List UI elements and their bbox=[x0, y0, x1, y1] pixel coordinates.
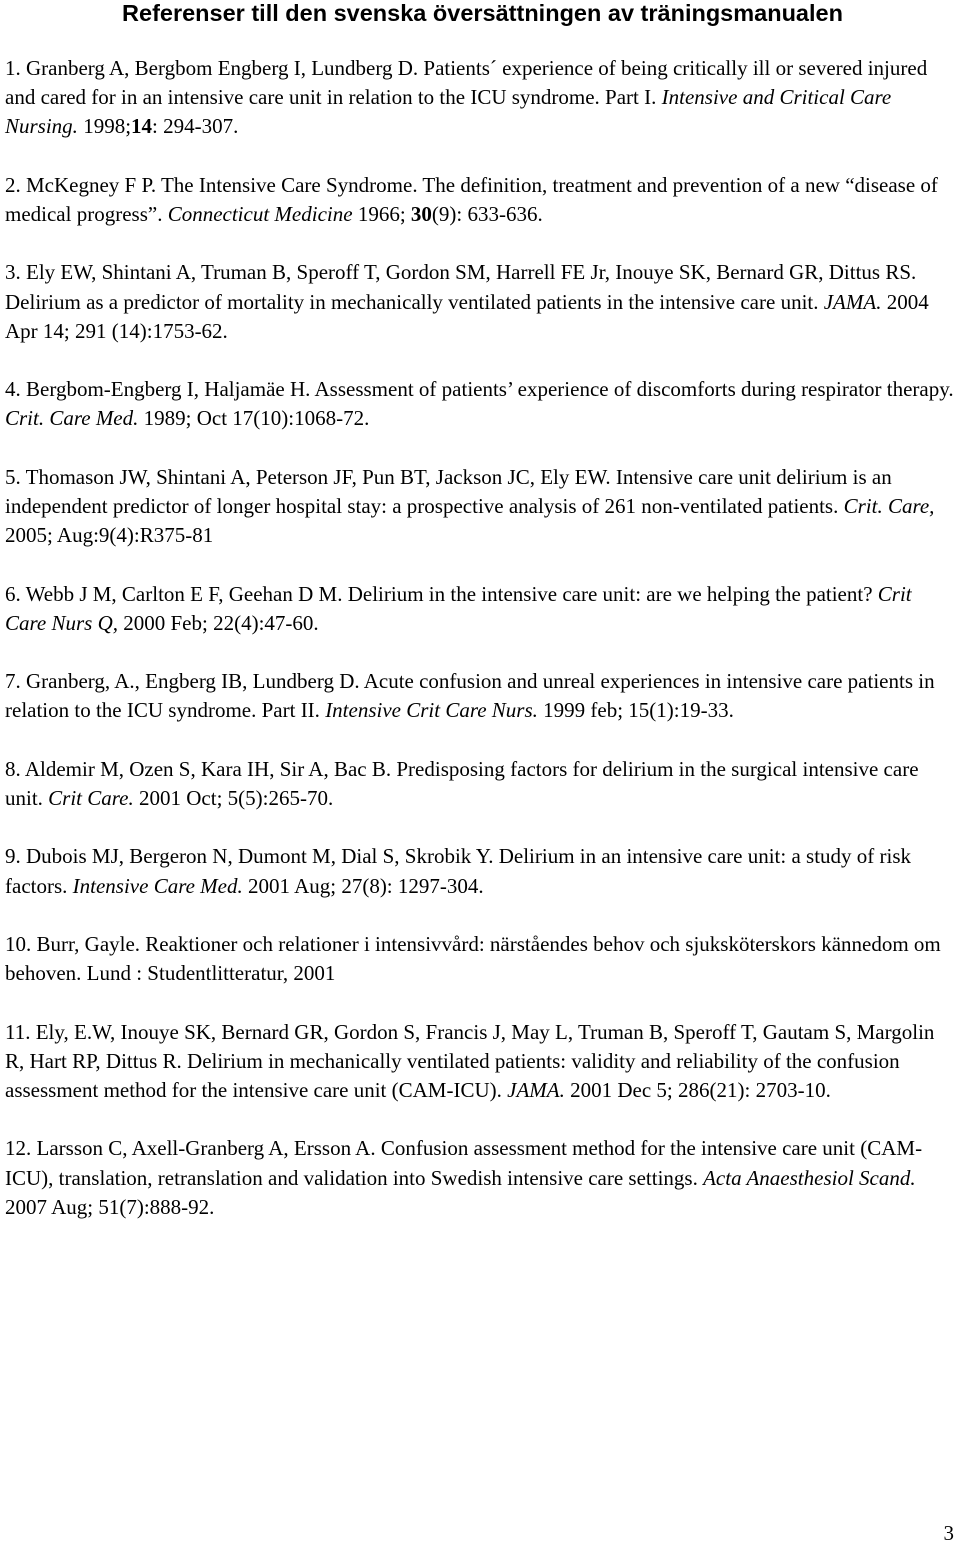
reference-details: 1999 feb; 15(1):19-33. bbox=[543, 698, 734, 723]
reference-number: 8. bbox=[5, 756, 21, 781]
reference-journal: Intensive Care Med. bbox=[72, 873, 243, 898]
reference-number: 10. bbox=[5, 931, 32, 956]
reference-journal: Acta Anaesthesiol Scand. bbox=[703, 1165, 916, 1190]
reference-title: Reaktioner och relationer i intensivvård: närståendes behov och sjuksköterskors kännedom om behoven. Lund : Studentlitteratur, 2001 bbox=[5, 931, 941, 986]
reference-authors: Bergbom-Engberg I, Haljamäe H. bbox=[26, 377, 311, 402]
reference-title: Acute confusion and unreal experiences in intensive care patients in relation to the ICU syndrome. Part II. bbox=[5, 669, 935, 723]
reference-number: 11. bbox=[5, 1019, 31, 1044]
reference-title: Confusion assessment method for the intensive care unit (CAM-ICU), translation, retranslation and validation into Swedish intensive care settings. bbox=[5, 1136, 923, 1190]
reference-authors: Granberg, A., Engberg IB, Lundberg D. bbox=[26, 669, 360, 694]
reference-details: 2004 Apr 14; 291 (14):1753-62. bbox=[5, 289, 929, 343]
reference-authors: Aldemir M, Ozen S, Kara IH, Sir A, Bac B. bbox=[24, 756, 392, 781]
reference-number: 7. bbox=[5, 669, 21, 694]
reference-item bbox=[5, 755, 955, 813]
reference-authors: Burr, Gayle. bbox=[36, 931, 141, 956]
reference-title: Predisposing factors for delirium in the surgical intensive care unit. bbox=[5, 756, 919, 810]
reference-number: 5. bbox=[5, 464, 21, 489]
reference-title: Delirium in an intensive care unit: a study of risk factors. bbox=[5, 844, 912, 898]
reference-year: 1998; bbox=[83, 114, 132, 139]
reference-pages: (9): 633-636. bbox=[431, 202, 543, 226]
reference-title: Patients´ experience of being critically ill or severed injured and cared for in an intensive care unit in relation to the ICU syndrome. Part I. bbox=[5, 56, 928, 110]
reference-year: 1966; bbox=[357, 202, 406, 226]
reference-authors: McKegney F P. bbox=[26, 172, 157, 197]
reference-details: 2007 Aug; 51(7):888-92. bbox=[5, 1194, 215, 1219]
reference-volume: 30 bbox=[410, 202, 432, 226]
reference-journal: Intensive and Critical Care Nursing. bbox=[5, 85, 892, 139]
reference-authors: Ely EW, Shintani A, Truman B, Speroff T, Gordon SM, Harrell FE Jr, Inouye SK, Bernard GR, Dittus RS. bbox=[26, 260, 917, 285]
reference-pages: : 294-307. bbox=[152, 114, 239, 139]
reference-authors: Granberg A, Bergbom Engberg I, Lundberg D. bbox=[26, 56, 419, 80]
reference-number: 2. bbox=[5, 172, 21, 197]
reference-number: 1. bbox=[5, 56, 21, 80]
reference-number: 12. bbox=[5, 1136, 32, 1161]
reference-details: 2005; Aug:9(4):R375-81 bbox=[5, 523, 214, 548]
reference-number: 3. bbox=[5, 260, 21, 285]
reference-authors: Ely, E.W, Inouye SK, Bernard GR, Gordon S, Francis J, May L, Truman B, Speroff T, Gautam S, Margolin R, Hart RP, Dittus R. bbox=[5, 1019, 935, 1073]
reference-list bbox=[5, 54, 955, 1251]
reference-item bbox=[5, 842, 955, 900]
reference-item bbox=[5, 1134, 955, 1222]
reference-item bbox=[5, 463, 955, 551]
reference-item bbox=[5, 1018, 955, 1106]
reference-item bbox=[5, 258, 955, 346]
document-title: Referenser till den svenska översättningen av träningsmanualen bbox=[122, 0, 843, 26]
reference-journal: Crit Care. bbox=[48, 785, 134, 810]
reference-item bbox=[5, 667, 955, 725]
reference-journal: JAMA. bbox=[507, 1077, 565, 1102]
reference-authors: Webb J M, Carlton E F, Geehan D M. bbox=[25, 581, 343, 606]
reference-authors: Larsson C, Axell-Granberg A, Ersson A. bbox=[36, 1136, 376, 1161]
reference-journal: Crit Care Nurs Q, bbox=[5, 581, 912, 635]
reference-item bbox=[5, 580, 955, 638]
reference-title: Assessment of patients’ experience of discomforts during respirator therapy. bbox=[314, 377, 954, 402]
reference-title: The Intensive Care Syndrome. The definition, treatment and prevention of a new “disease of medical progress”. bbox=[5, 172, 938, 226]
reference-volume: 14 bbox=[131, 114, 153, 139]
reference-details: 2001 Oct; 5(5):265-70. bbox=[139, 785, 334, 810]
reference-item bbox=[5, 171, 955, 229]
reference-item bbox=[5, 375, 955, 433]
reference-title: Delirium as a predictor of mortality in mechanically ventilated patients in the intensive care unit. bbox=[5, 289, 819, 314]
reference-item bbox=[5, 930, 955, 988]
reference-number: 6. bbox=[5, 581, 21, 606]
reference-title: Delirium in the intensive care unit: are we helping the patient? bbox=[347, 581, 873, 606]
page-number: 3 bbox=[943, 1521, 954, 1545]
reference-journal: Connecticut Medicine bbox=[167, 202, 353, 226]
reference-details: 2000 Feb; 22(4):47-60. bbox=[123, 610, 319, 635]
reference-details: 2001 Aug; 27(8): 1297-304. bbox=[247, 873, 484, 898]
reference-journal: Intensive Crit Care Nurs. bbox=[325, 698, 538, 723]
reference-details: 2001 Dec 5; 286(21): 2703-10. bbox=[570, 1077, 831, 1102]
reference-number: 4. bbox=[5, 377, 21, 402]
reference-item bbox=[5, 54, 955, 142]
reference-journal: JAMA. bbox=[823, 289, 882, 314]
reference-title: Delirium in mechanically ventilated patients: validity and reliability of the confusion assessment method for the intensive care unit (CAM-ICU). bbox=[5, 1048, 900, 1102]
reference-authors: Thomason JW, Shintani A, Peterson JF, Pun BT, Jackson JC, Ely EW. bbox=[25, 464, 611, 489]
reference-journal: Crit. Care, bbox=[843, 493, 935, 518]
reference-journal: Crit. Care Med. bbox=[5, 406, 139, 431]
reference-title: Intensive care unit delirium is an independent predictor of longer hospital stay: a prospective analysis of 261 non-ventilated patients. bbox=[5, 464, 892, 518]
reference-authors: Dubois MJ, Bergeron N, Dumont M, Dial S, Skrobik Y. bbox=[26, 844, 494, 869]
reference-number: 9. bbox=[5, 844, 21, 869]
reference-details: 1989; Oct 17(10):1068-72. bbox=[143, 406, 370, 431]
